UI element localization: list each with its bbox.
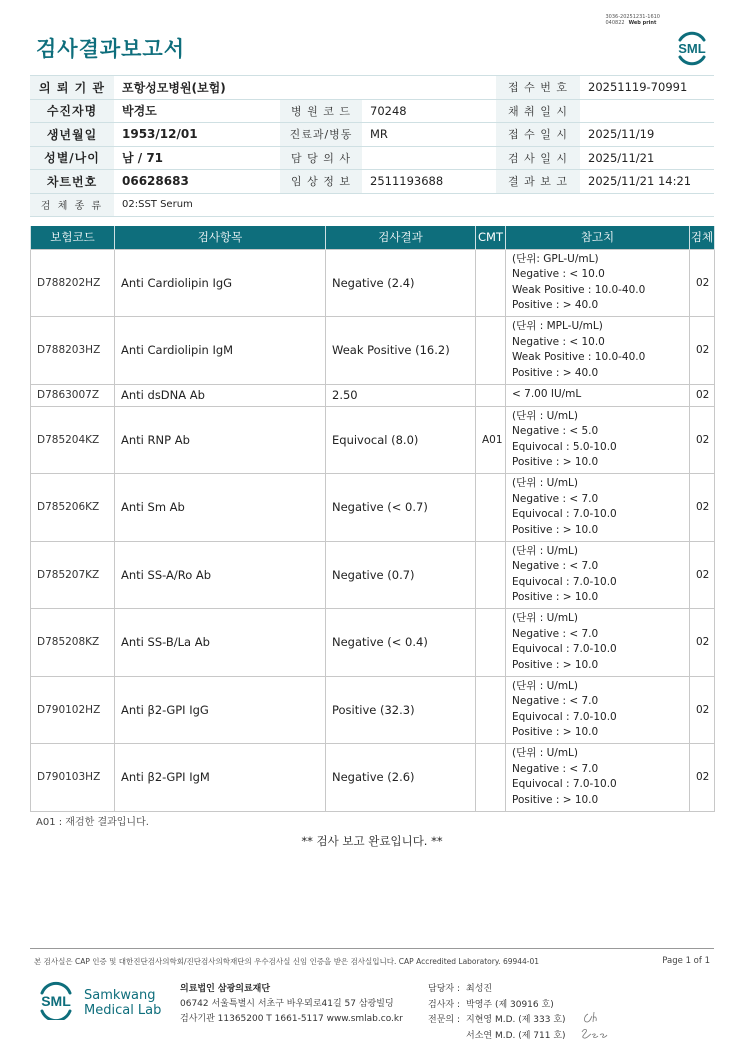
- info-value: 2025/11/19: [580, 123, 714, 147]
- test-item: Anti β2-GPI IgG: [115, 676, 326, 744]
- staff-name: 박영주 (제 30916 호): [466, 999, 554, 1010]
- insurance-code: D7863007Z: [31, 384, 115, 406]
- test-result: 2.50: [326, 384, 476, 406]
- staff-name: 서소연 M.D. (제 711 호): [466, 1030, 566, 1041]
- info-label: 임 상 정 보: [280, 170, 362, 194]
- info-value: [362, 76, 496, 100]
- info-value: [362, 146, 496, 170]
- test-result: Negative (2.6): [326, 744, 476, 812]
- info-row: [30, 76, 714, 100]
- info-label: 진료과/병동: [280, 123, 362, 147]
- cmt-code: [476, 744, 506, 812]
- cmt-code: [476, 249, 506, 317]
- test-result: Negative (< 0.7): [326, 474, 476, 542]
- info-value: 20251119-70991: [580, 76, 714, 100]
- test-result: Negative (0.7): [326, 541, 476, 609]
- insurance-code: D788202HZ: [31, 249, 115, 317]
- result-row: [31, 676, 715, 744]
- result-row: [31, 474, 715, 542]
- accreditation-text: 본 검사실은 CAP 인증 및 대한진단검사의학회/진단검사의학재단의 우수검사실 신임 인증을 받은 검사실입니다. CAP Accredited Laboratory. 69944-01: [34, 957, 540, 966]
- column-header: 보험코드: [31, 226, 115, 249]
- staff-name: 최성진: [466, 984, 493, 994]
- svg-text:SML: SML: [678, 41, 706, 56]
- test-item: Anti SS-A/Ro Ab: [115, 541, 326, 609]
- sml-footer-logo: [36, 980, 76, 1020]
- insurance-code: D785206KZ: [31, 474, 115, 542]
- info-row: [30, 99, 714, 123]
- cmt-note: A01 : 재검한 결과입니다.: [36, 817, 149, 828]
- info-label: 차트번호: [30, 170, 114, 194]
- test-result: Weak Positive (16.2): [326, 317, 476, 385]
- insurance-code: D785204KZ: [31, 406, 115, 474]
- info-label: [280, 76, 362, 100]
- completion-message: ** 검사 보고 완료입니다. **: [301, 834, 443, 848]
- specimen-code: 02: [690, 249, 715, 317]
- staff-entry: [428, 1013, 566, 1029]
- reference-range: (단위 : U/mL) Negative : < 7.0 Equivocal : 7.0-10.0 Positive : > 10.0: [506, 609, 690, 677]
- reference-range: (단위 : U/mL) Negative : < 5.0 Equivocal : 5.0-10.0 Positive : > 10.0: [506, 406, 690, 474]
- info-row: [30, 146, 714, 170]
- cmt-code: [476, 317, 506, 385]
- info-label: 접 수 일 시: [496, 123, 580, 147]
- info-value: 박경도: [114, 99, 280, 123]
- specimen-code: 02: [690, 406, 715, 474]
- result-row: [31, 541, 715, 609]
- column-header: 검사결과: [326, 226, 476, 249]
- reference-range: (단위 : U/mL) Negative : < 7.0 Equivocal : 7.0-10.0 Positive : > 10.0: [506, 474, 690, 542]
- insurance-code: D790103HZ: [31, 744, 115, 812]
- column-header: 검체: [690, 226, 715, 249]
- test-item: Anti dsDNA Ab: [115, 384, 326, 406]
- test-result: Positive (32.3): [326, 676, 476, 744]
- insurance-code: D785207KZ: [31, 541, 115, 609]
- column-header: CMT: [476, 226, 506, 249]
- test-item: Anti RNP Ab: [115, 406, 326, 474]
- specimen-code: 02: [690, 609, 715, 677]
- print-id: 3036-20251231-1610 040822 Web print: [605, 14, 660, 26]
- footer-divider: [30, 948, 714, 949]
- info-value: 2025/11/21 14:21: [580, 170, 714, 194]
- info-row: [30, 123, 714, 147]
- info-label: 생년월일: [30, 123, 114, 147]
- cmt-code: [476, 541, 506, 609]
- specimen-code: 02: [690, 541, 715, 609]
- info-label: 담 당 의 사: [280, 146, 362, 170]
- info-label: 검 사 일 시: [496, 146, 580, 170]
- insurance-code: D788203HZ: [31, 317, 115, 385]
- info-label: 수진자명: [30, 99, 114, 123]
- reference-range: (단위 : U/mL) Negative : < 7.0 Equivocal : 7.0-10.0 Positive : > 10.0: [506, 744, 690, 812]
- results-table: [30, 226, 715, 812]
- staff-role: 담당자 :: [428, 984, 460, 994]
- patient-info-table: [30, 75, 714, 217]
- specimen-code: 02: [690, 384, 715, 406]
- test-item: Anti Sm Ab: [115, 474, 326, 542]
- reference-range: (단위 : MPL-U/mL) Negative : < 10.0 Weak Positive : 10.0-40.0 Positive : > 40.0: [506, 317, 690, 385]
- page-title: 검사결과보고서: [36, 37, 186, 61]
- specimen-code: 02: [690, 474, 715, 542]
- info-label: 병 원 코 드: [280, 99, 362, 123]
- result-row: [31, 406, 715, 474]
- specimen-row: [30, 193, 714, 217]
- cmt-code: [476, 676, 506, 744]
- result-row: [31, 609, 715, 677]
- cmt-code: [476, 474, 506, 542]
- column-header: 검사항목: [115, 226, 326, 249]
- column-header: 참고치: [506, 226, 690, 249]
- info-value: [580, 99, 714, 123]
- insurance-code: D790102HZ: [31, 676, 115, 744]
- staff-role: 검사자 :: [428, 999, 460, 1010]
- corporation-info: 의료법인 삼광의료재단 06742 서울특별시 서초구 바우뫼로41길 57 삼광빌딩 검사기관 11365200 T 1661-5117 www.smlab.co.kr: [180, 984, 403, 1024]
- info-label: 성별/나이: [30, 146, 114, 170]
- insurance-code: D785208KZ: [31, 609, 115, 677]
- specimen-label: 검 체 종 류: [30, 193, 114, 217]
- test-item: Anti SS-B/La Ab: [115, 609, 326, 677]
- info-value: 포항성모병원(보험): [114, 76, 280, 100]
- cmt-code: [476, 384, 506, 406]
- specimen-value: 02:SST Serum: [114, 193, 714, 217]
- info-label: 채 취 일 시: [496, 99, 580, 123]
- staff-entry: [428, 982, 566, 998]
- lab-name: Samkwang Medical Lab: [84, 988, 162, 1018]
- result-row: [31, 384, 715, 406]
- test-item: Anti Cardiolipin IgG: [115, 249, 326, 317]
- test-item: Anti β2-GPI IgM: [115, 744, 326, 812]
- cmt-code: [476, 609, 506, 677]
- page-number: Page 1 of 1: [662, 956, 710, 966]
- info-label: 접 수 번 호: [496, 76, 580, 100]
- info-label: 의 뢰 기 관: [30, 76, 114, 100]
- staff-name: 지현영 M.D. (제 333 호): [466, 1015, 566, 1025]
- staff-entry: [428, 1029, 566, 1045]
- staff-role: 전문의 :: [428, 1015, 460, 1025]
- result-row: [31, 317, 715, 385]
- specimen-code: 02: [690, 317, 715, 385]
- info-value: 2025/11/21: [580, 146, 714, 170]
- specimen-code: 02: [690, 744, 715, 812]
- info-value: MR: [362, 123, 496, 147]
- cmt-code: A01: [476, 406, 506, 474]
- info-value: 70248: [362, 99, 496, 123]
- test-result: Negative (2.4): [326, 249, 476, 317]
- result-row: [31, 249, 715, 317]
- info-value: 06628683: [114, 170, 280, 194]
- staff-entry: [428, 998, 566, 1014]
- test-result: Equivocal (8.0): [326, 406, 476, 474]
- info-value: 남 / 71: [114, 146, 280, 170]
- signature: [578, 1008, 614, 1042]
- info-value: 2511193688: [362, 170, 496, 194]
- staff-list: [428, 982, 566, 1044]
- result-row: [31, 744, 715, 812]
- info-row: [30, 170, 714, 194]
- specimen-code: 02: [690, 676, 715, 744]
- sml-logo: [672, 26, 712, 66]
- info-value: 1953/12/01: [114, 123, 280, 147]
- test-result: Negative (< 0.4): [326, 609, 476, 677]
- test-item: Anti Cardiolipin IgM: [115, 317, 326, 385]
- reference-range: (단위 : U/mL) Negative : < 7.0 Equivocal : 7.0-10.0 Positive : > 10.0: [506, 541, 690, 609]
- svg-text:SML: SML: [41, 993, 71, 1009]
- reference-range: (단위 : U/mL) Negative : < 7.0 Equivocal : 7.0-10.0 Positive : > 10.0: [506, 676, 690, 744]
- info-label: 결 과 보 고: [496, 170, 580, 194]
- reference-range: < 7.00 IU/mL: [506, 384, 690, 406]
- reference-range: (단위: GPL-U/mL) Negative : < 10.0 Weak Positive : 10.0-40.0 Positive : > 40.0: [506, 249, 690, 317]
